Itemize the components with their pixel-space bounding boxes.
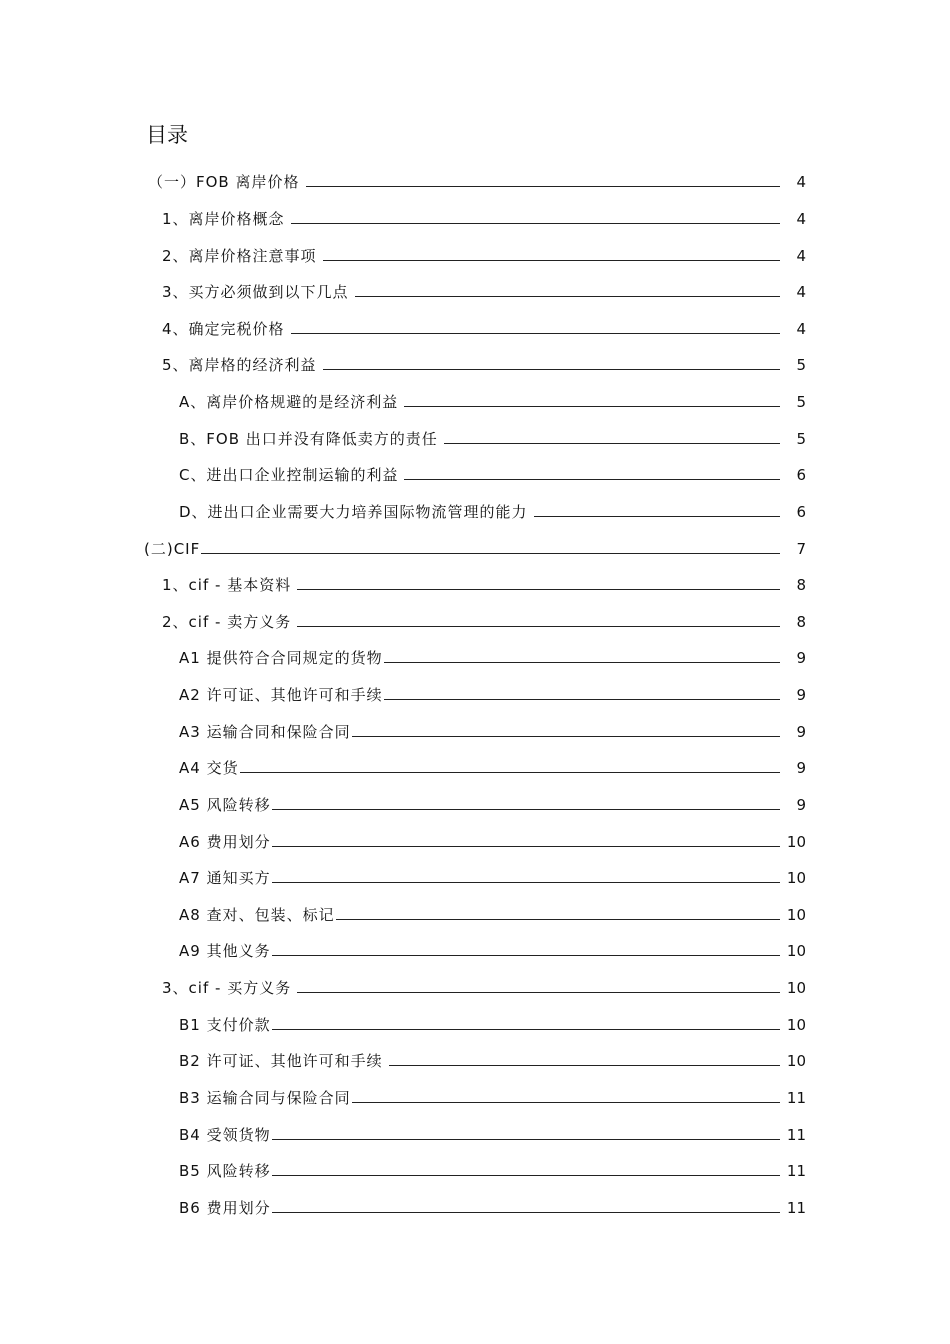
toc-entry-label: 3、买方必须做到以下几点 <box>162 283 349 302</box>
toc-entry[interactable] <box>0 347 950 384</box>
toc-entry[interactable] <box>0 530 950 567</box>
toc-page-number: 9 <box>796 795 806 814</box>
toc-leader-line <box>297 991 780 993</box>
toc-page-number: 4 <box>796 283 806 302</box>
toc-leader-line <box>534 515 780 517</box>
toc-leader-line <box>323 368 780 370</box>
toc-entry[interactable] <box>0 1116 950 1153</box>
toc-entry[interactable] <box>0 567 950 604</box>
toc-leader-line <box>272 1028 780 1030</box>
toc-entry[interactable] <box>0 604 950 641</box>
toc-entry[interactable] <box>0 970 950 1007</box>
toc-leader-line <box>352 735 780 737</box>
toc-page-number: 9 <box>796 686 806 705</box>
toc-page-number: 4 <box>796 209 806 228</box>
toc-entry[interactable] <box>0 860 950 897</box>
toc-page-number: 10 <box>786 942 806 961</box>
toc-entry-label: 3、cif - 买方义务 <box>162 979 292 998</box>
toc-page-number: 9 <box>796 759 806 778</box>
toc-entry-label: B3 运输合同与保险合同 <box>179 1088 351 1107</box>
toc-entry-label: 2、离岸价格注意事项 <box>162 246 317 265</box>
toc-entry-label: B、FOB 出口并没有降低卖方的责任 <box>179 429 438 448</box>
toc-entry-label: B5 风险转移 <box>179 1162 271 1181</box>
toc-leader-line <box>323 259 780 261</box>
toc-page-number: 10 <box>786 869 806 888</box>
toc-leader-line <box>272 845 780 847</box>
toc-entry-label: (二)CIF <box>144 539 201 558</box>
toc-leader-line <box>404 405 780 407</box>
toc-leader-line <box>272 881 780 883</box>
toc-leader-line <box>272 954 780 956</box>
toc-page-number: 8 <box>796 612 806 631</box>
toc-title: 目录 <box>146 123 188 147</box>
toc-leader-line <box>240 771 780 773</box>
toc-page-number: 10 <box>786 979 806 998</box>
toc-leader-line <box>352 1101 780 1103</box>
toc-entry-label: A1 提供符合合同规定的货物 <box>179 649 383 668</box>
toc-page-number: 11 <box>786 1162 806 1181</box>
toc-entry-label: A、离岸价格规避的是经济利益 <box>179 393 399 412</box>
toc-entry-label: D、进出口企业需要大力培养国际物流管理的能力 <box>179 502 528 521</box>
toc-page-number: 6 <box>796 466 806 485</box>
toc-entry-label: 1、离岸价格概念 <box>162 209 285 228</box>
toc-leader-line <box>297 588 780 590</box>
toc-page-number: 6 <box>796 502 806 521</box>
toc-entry[interactable] <box>0 237 950 274</box>
toc-entry[interactable] <box>0 750 950 787</box>
toc-page-number: 9 <box>796 722 806 741</box>
toc-page-number: 4 <box>796 173 806 192</box>
toc-entry[interactable] <box>0 164 950 201</box>
toc-entry[interactable] <box>0 311 950 348</box>
toc-page-number: 11 <box>786 1088 806 1107</box>
toc-entry-label: A4 交货 <box>179 759 239 778</box>
toc-leader-line <box>306 185 781 187</box>
toc-entry-label: A6 费用划分 <box>179 832 271 851</box>
toc-page-number: 10 <box>786 905 806 924</box>
toc-entry-label: B1 支付价款 <box>179 1015 271 1034</box>
toc-leader-line <box>272 1174 780 1176</box>
toc-leader-line <box>291 222 780 224</box>
toc-leader-line <box>384 661 780 663</box>
toc-entry[interactable] <box>0 897 950 934</box>
toc-leader-line <box>201 552 780 554</box>
toc-page-number: 4 <box>796 246 806 265</box>
toc-entry[interactable] <box>0 457 950 494</box>
toc-entry-label: 5、离岸格的经济利益 <box>162 356 317 375</box>
toc-entry-label: （一）FOB 离岸价格 <box>148 173 300 192</box>
toc-entry-label: 1、cif - 基本资料 <box>162 576 292 595</box>
toc-entry[interactable] <box>0 1153 950 1190</box>
toc-leader-line <box>291 332 780 334</box>
toc-leader-line <box>355 295 780 297</box>
toc-leader-line <box>272 1138 780 1140</box>
toc-entry[interactable] <box>0 823 950 860</box>
toc-entry[interactable] <box>0 494 950 531</box>
toc-page-number: 10 <box>786 1015 806 1034</box>
toc-entry[interactable] <box>0 274 950 311</box>
toc-entry-label: A5 风险转移 <box>179 795 271 814</box>
toc-entry-label: A2 许可证、其他许可和手续 <box>179 686 383 705</box>
toc-entry[interactable] <box>0 640 950 677</box>
toc-entry-label: B4 受领货物 <box>179 1125 271 1144</box>
toc-entry-label: A7 通知买方 <box>179 869 271 888</box>
toc-entry-label: A8 查对、包装、标记 <box>179 905 335 924</box>
toc-leader-line <box>444 442 780 444</box>
toc-entry[interactable] <box>0 420 950 457</box>
toc-entry-label: 2、cif - 卖方义务 <box>162 612 292 631</box>
toc-leader-line <box>404 478 780 480</box>
toc-entry[interactable] <box>0 1043 950 1080</box>
toc-entry[interactable] <box>0 1006 950 1043</box>
toc-entry[interactable] <box>0 677 950 714</box>
toc-entry[interactable] <box>0 384 950 421</box>
toc-page-number: 5 <box>796 356 806 375</box>
toc-page-number: 11 <box>786 1125 806 1144</box>
toc-entry[interactable] <box>0 1080 950 1117</box>
toc-entry[interactable] <box>0 1190 950 1227</box>
toc-page-number: 10 <box>786 832 806 851</box>
toc-page-number: 10 <box>786 1052 806 1071</box>
toc-page-number: 5 <box>796 429 806 448</box>
toc-leader-line <box>297 625 780 627</box>
toc-entry[interactable] <box>0 933 950 970</box>
toc-leader-line <box>272 808 780 810</box>
toc-page-number: 8 <box>796 576 806 595</box>
toc-page-number: 11 <box>786 1198 806 1217</box>
toc-page-number: 4 <box>796 319 806 338</box>
toc-leader-line <box>336 918 780 920</box>
toc-entry-label: A3 运输合同和保险合同 <box>179 722 351 741</box>
toc-entry[interactable] <box>0 787 950 824</box>
toc-leader-line <box>384 698 780 700</box>
toc-entry-label: C、进出口企业控制运输的利益 <box>179 466 399 485</box>
toc-entry-label: 4、确定完税价格 <box>162 319 285 338</box>
toc-entry[interactable] <box>0 201 950 238</box>
toc-list <box>0 164 950 1226</box>
toc-entry[interactable] <box>0 713 950 750</box>
toc-entry-label: B2 许可证、其他许可和手续 <box>179 1052 383 1071</box>
toc-page-number: 9 <box>796 649 806 668</box>
toc-leader-line <box>272 1211 780 1213</box>
toc-entry-label: B6 费用划分 <box>179 1198 271 1217</box>
toc-leader-line <box>389 1064 780 1066</box>
toc-entry-label: A9 其他义务 <box>179 942 271 961</box>
toc-page-number: 5 <box>796 393 806 412</box>
toc-page-number: 7 <box>796 539 806 558</box>
